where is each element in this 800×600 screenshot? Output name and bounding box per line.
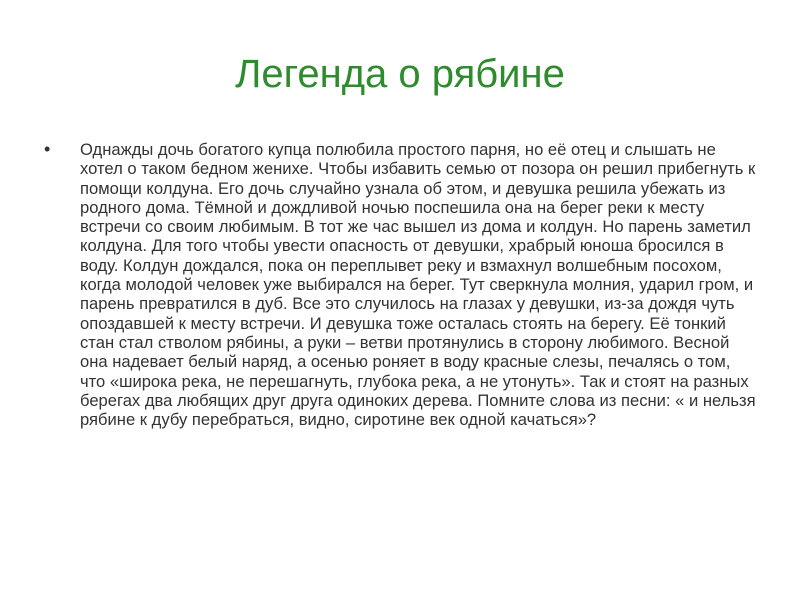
slide-title: Легенда о рябине [235, 52, 565, 96]
bullet-icon: • [44, 139, 51, 159]
bullet-item [44, 140, 764, 429]
legend-text: Однажды дочь богатого купца полюбила простого парня, но её отец и слышать не хотел о таком бедном женихе. Чтобы избавить семью от позора он решил прибегнуть к помощи колдуна. Его дочь случайно узнала об этом, и девушка решила убежать из родного дома. Тёмной и дождливой ночью поспешила она на берег реки к месту встречи со своим любимым. В тот же час вышел из дома и колдун. Но парень заметил колдуна. Для того чтобы увести опасность от девушки, храбрый юноша бросился в воду. Колдун дождался, пока он переплывет реку и взмахнул волшебным посохом, когда молодой человек уже выбирался на берег. Тут сверкнула молния, ударил гром, и парень превратился в дуб. Все это случилось на глазах у девушки, из-за дождя чуть опоздавшей к месту встречи. И девушка тоже осталась стоять на берегу. Её тонкий стан стал стволом рябины, а руки – ветви протянулись в сторону любимого. Весной она надевает белый наряд, а осенью роняет в воду красные слезы, печалясь о том, что «широка река, не перешагнуть, глубока река, а не утонуть». Так и стоят на разных берегах два любящих друг друга одиноких дерева. Помните слова из песни: « и нельзя рябине к дубу перебраться, видно, сиротине век одной качаться»? [80, 140, 756, 430]
slide-content [44, 140, 764, 429]
